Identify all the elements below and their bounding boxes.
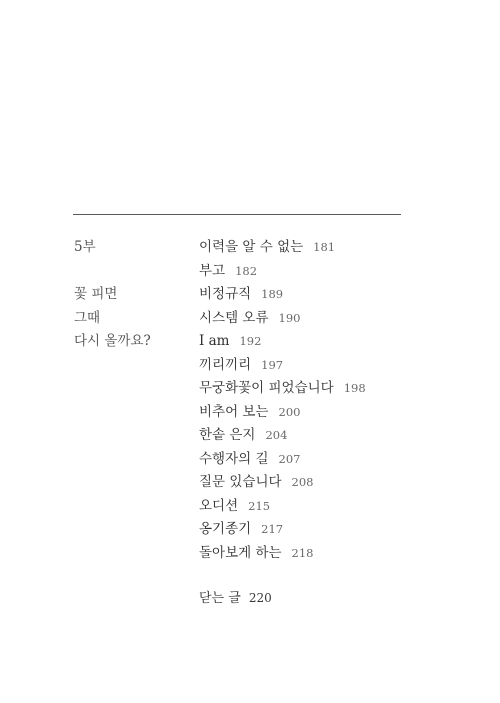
toc-entry-page: 190 (278, 310, 301, 325)
toc-entry-page: 200 (278, 404, 301, 419)
toc-entry (199, 495, 366, 519)
part-heading (74, 236, 184, 354)
section-divider (73, 214, 401, 215)
toc-entry-page: 192 (239, 334, 262, 348)
part-title-line: 그때 (74, 309, 101, 326)
toc-entry-title: 한솥 은지 (199, 427, 256, 443)
toc-entry (199, 448, 366, 472)
toc-entry (199, 424, 366, 448)
toc-entry (199, 260, 366, 284)
toc-entry-page: 204 (265, 428, 288, 442)
closing-title: 닫는 글 (199, 591, 241, 606)
toc-entry (199, 354, 366, 378)
toc-entry-page: 181 (313, 240, 336, 254)
toc-entry (199, 236, 366, 260)
toc-entry-title: 이력을 알 수 없는 (199, 239, 304, 255)
toc-entry-page: 217 (261, 522, 284, 536)
toc-entry-page: 215 (248, 498, 271, 513)
closing-page: 220 (248, 591, 272, 605)
toc-entry-page: 208 (291, 475, 314, 489)
toc-entry-title: 비정규직 (199, 286, 252, 302)
toc-entry-title: 질문 있습니다 (199, 474, 282, 490)
part-title-line: 꽃 피면 (74, 286, 118, 302)
toc-entry-title: 오디션 (199, 497, 239, 514)
toc-entry-page: 198 (343, 381, 366, 395)
toc-entry-page: 218 (291, 545, 314, 560)
toc-entry (199, 330, 366, 354)
toc-entry-page: 189 (261, 287, 284, 301)
toc-entry (199, 518, 366, 542)
toc-entry-title: 부고 (199, 262, 226, 279)
toc-entry-title: 무궁화꽃이 피었습니다 (199, 380, 334, 396)
toc-entry-title: 끼리끼리 (199, 356, 252, 373)
toc-entry-page: 197 (261, 357, 284, 372)
toc-entry (199, 401, 366, 425)
toc-entry-title: 수행자의 길 (199, 450, 269, 467)
toc-entry (199, 307, 366, 331)
toc-entry (199, 542, 366, 566)
toc-entry-title: 옹기종기 (199, 521, 252, 537)
toc-entry (199, 283, 366, 307)
toc-entry-page: 182 (235, 263, 258, 278)
toc-entry (199, 471, 366, 495)
toc-entry-title: I am (199, 333, 230, 349)
toc-entry-page: 207 (278, 451, 301, 466)
closing-entry (199, 587, 272, 611)
table-of-contents (199, 236, 366, 565)
toc-entry (199, 377, 366, 401)
part-title-line: 다시 올까요? (74, 333, 151, 349)
part-number: 5부 (74, 239, 96, 255)
toc-entry-title: 비추어 보는 (199, 403, 269, 420)
toc-entry-title: 돌아보게 하는 (199, 544, 282, 561)
toc-entry-title: 시스템 오류 (199, 309, 269, 326)
